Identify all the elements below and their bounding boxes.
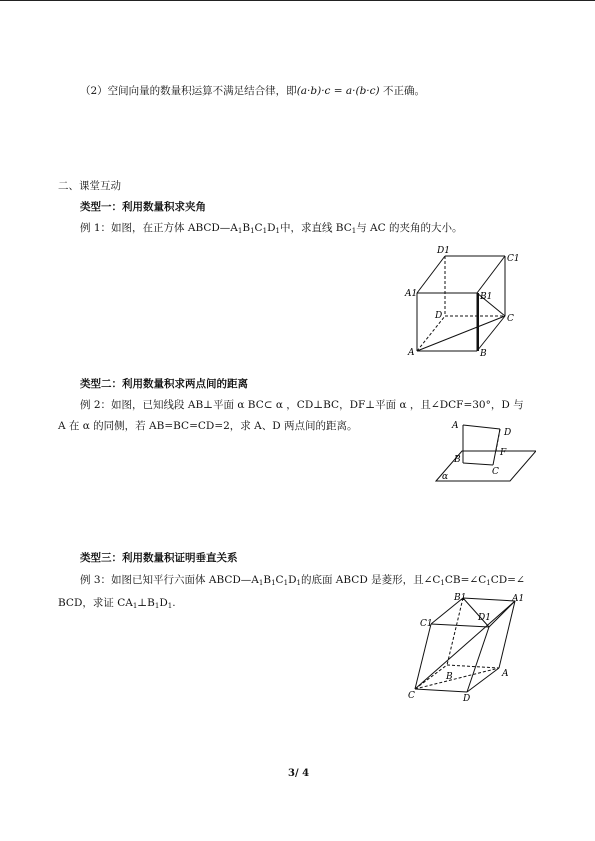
cube-label-C1: C1 xyxy=(507,254,520,264)
cube-label-A1: A1 xyxy=(405,289,418,299)
page-top-rule xyxy=(0,0,595,1)
cube-figure xyxy=(400,243,530,360)
plane-label-A: A xyxy=(452,421,459,431)
example-2-line1: 例 2：如图，已知线段 AB⊥平面 α BC⊂ α ，CD⊥BC，DF⊥平面 α ，且∠DCF=30°，D 与 xyxy=(80,399,524,411)
cube-label-A: A xyxy=(408,348,415,358)
prism-label-B1: B1 xyxy=(454,593,467,603)
plane-label-C: C xyxy=(492,467,499,477)
type3-heading: 类型三：利用数量积证明垂直关系 xyxy=(80,552,238,564)
plane-label-F: F xyxy=(500,448,507,458)
prism-label-D: D xyxy=(463,694,471,702)
example-1-text: 例 1：如图，在正方体 $ABCD—A_1B_1C_1D_1$中，求直线 $BC_1$与 AC 的夹角的大小。 xyxy=(80,222,463,235)
note-2-prefix: （2）空间向量的数量积运算不满足结合律，即 xyxy=(80,85,297,97)
plane-figure xyxy=(432,415,536,485)
plane-label-B: B xyxy=(454,455,461,465)
cube-label-D: D xyxy=(435,311,443,321)
prism-label-C: C xyxy=(408,691,415,701)
parallelepiped-figure xyxy=(408,590,526,702)
type2-heading: 类型二：利用数量积求两点间的距离 xyxy=(80,378,248,390)
type1-heading: 类型一：利用数量积求夹角 xyxy=(80,201,206,213)
example-3-line2: BCD，求证 $CA_1\perp B_1D_1$. xyxy=(58,597,176,610)
cube-label-B1: B1 xyxy=(480,292,493,302)
note-2 xyxy=(80,84,425,98)
associativity-formula: (a·b)·c = a·(b·c) xyxy=(296,85,380,97)
prism-label-A: A xyxy=(502,669,509,679)
prism-label-C1: C1 xyxy=(420,619,433,629)
page-number: 3/ 4 xyxy=(288,768,310,779)
prism-label-D1: D1 xyxy=(478,613,491,623)
plane-label-alpha: α xyxy=(442,472,449,482)
plane-label-D: D xyxy=(504,428,512,438)
cube-label-D1: D1 xyxy=(437,246,450,256)
prism-label-B: B xyxy=(446,672,453,682)
example-3-line1: 例 3：如图已知平行六面体 $ABCD—A_1B_1C_1D_1$的底面 ABCD 是菱形，且$\angle C_1CB=\angle C_1CD=\angle$ xyxy=(80,574,525,587)
cube-label-C: C xyxy=(507,314,514,324)
prism-label-A1: A1 xyxy=(512,594,525,604)
example-2-line2: A 在 α 的同侧，若 AB=BC=CD=2，求 A、D 两点间的距离。 xyxy=(58,420,358,432)
cube-label-B: B xyxy=(480,349,487,359)
section-title: 二、课堂互动 xyxy=(58,180,121,192)
note-2-suffix: 不正确。 xyxy=(382,85,425,97)
